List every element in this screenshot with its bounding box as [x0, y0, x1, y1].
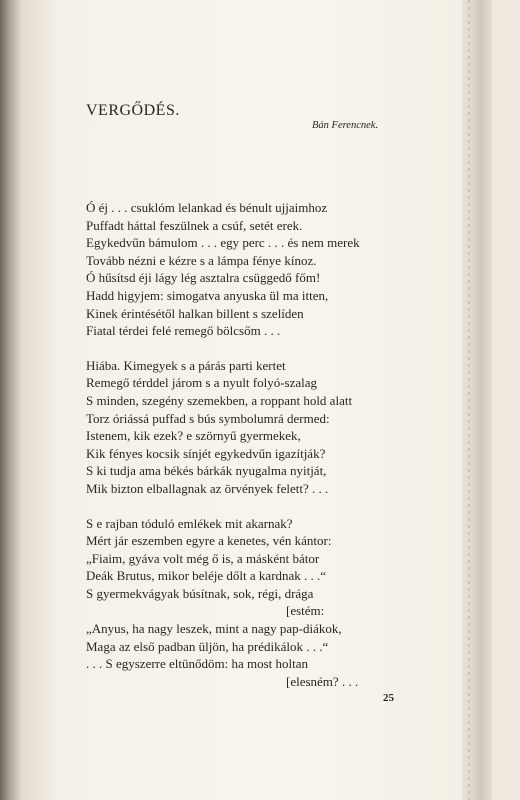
poem-line: Istenem, kik ezek? e szörnyű gyermekek, [86, 428, 301, 444]
page-edges [462, 0, 492, 800]
poem-line: Puffadt háttal feszülnek a csúf, setét erek. [86, 217, 303, 233]
poem-line: Torz óriássá puffad s bús symbolumrá dermed: [86, 410, 330, 426]
poem-line: Mért jár eszemben egyre a kenetes, vén kántor: [86, 533, 332, 549]
poem-line: Fiatal térdei felé remegő bölcsőm . . . [86, 323, 281, 339]
poem-line: S e rajban tóduló emlékek mit akarnak? [86, 515, 293, 531]
poem-line: Remegő térddel járom s a nyult folyó-szalag [86, 375, 318, 391]
poem-line: S gyermekvágyak búsítnak, sok, régi, drága [86, 585, 314, 601]
poem-line: . . . S egyszerre eltünődöm: ha most holtan [86, 656, 309, 672]
poem-stanza-1 [86, 199, 406, 340]
poem-line: „Anyus, ha nagy leszek, mint a nagy pap-diákok, [86, 621, 342, 637]
poem-line: Maga az első padban üljön, ha prédikálok . . .“ [86, 638, 329, 654]
poem-line: Tovább nézni e kézre s a lámpa fénye kínoz. [86, 252, 317, 268]
poem-line: Mik bizton elballagnak az örvények felett? . . . [86, 480, 329, 496]
page-number: 25 [383, 692, 394, 704]
poem-stanza-3 [86, 515, 406, 691]
poem-line: Ó hűsítsd éji lágy lég asztalra csüggedő főm! [86, 270, 321, 286]
poem-line: Kinek érintésétől halkan billent s szelíden [86, 305, 304, 321]
poem-line: Hiába. Kimegyek s a párás parti kertet [86, 357, 286, 373]
poem-line-continuation: [estém: [286, 603, 325, 619]
poem-stanza-2 [86, 357, 406, 498]
poem-line: Hadd higyjem: simogatva anyuska ül ma itten, [86, 287, 329, 303]
poem-line: Ó éj . . . csuklóm lelankad és bénult ujjaimhoz [86, 200, 328, 215]
poem-dedication: Bán Ferencnek. [312, 120, 379, 131]
poem-body [86, 199, 406, 707]
poem-line: S ki tudja ama békés bárkák nyugalma nyitját, [86, 463, 327, 479]
poem-line-continuation: [elesném? . . . [286, 673, 359, 689]
poem-line: Deák Brutus, mikor beléje dőlt a kardnak . . .“ [86, 568, 327, 584]
poem-line: „Fiaim, gyáva volt még ő is, a másként bátor [86, 550, 320, 566]
poem-line: Kik fényes kocsik sínjét egykedvűn igazítják? [86, 445, 326, 461]
poem-line: S minden, szegény szemekben, a roppant hold alatt [86, 392, 353, 408]
poem-title: VERGŐDÉS. [86, 102, 180, 119]
poem-line: Egykedvűn bámulom . . . egy perc . . . és nem merek [86, 235, 360, 251]
